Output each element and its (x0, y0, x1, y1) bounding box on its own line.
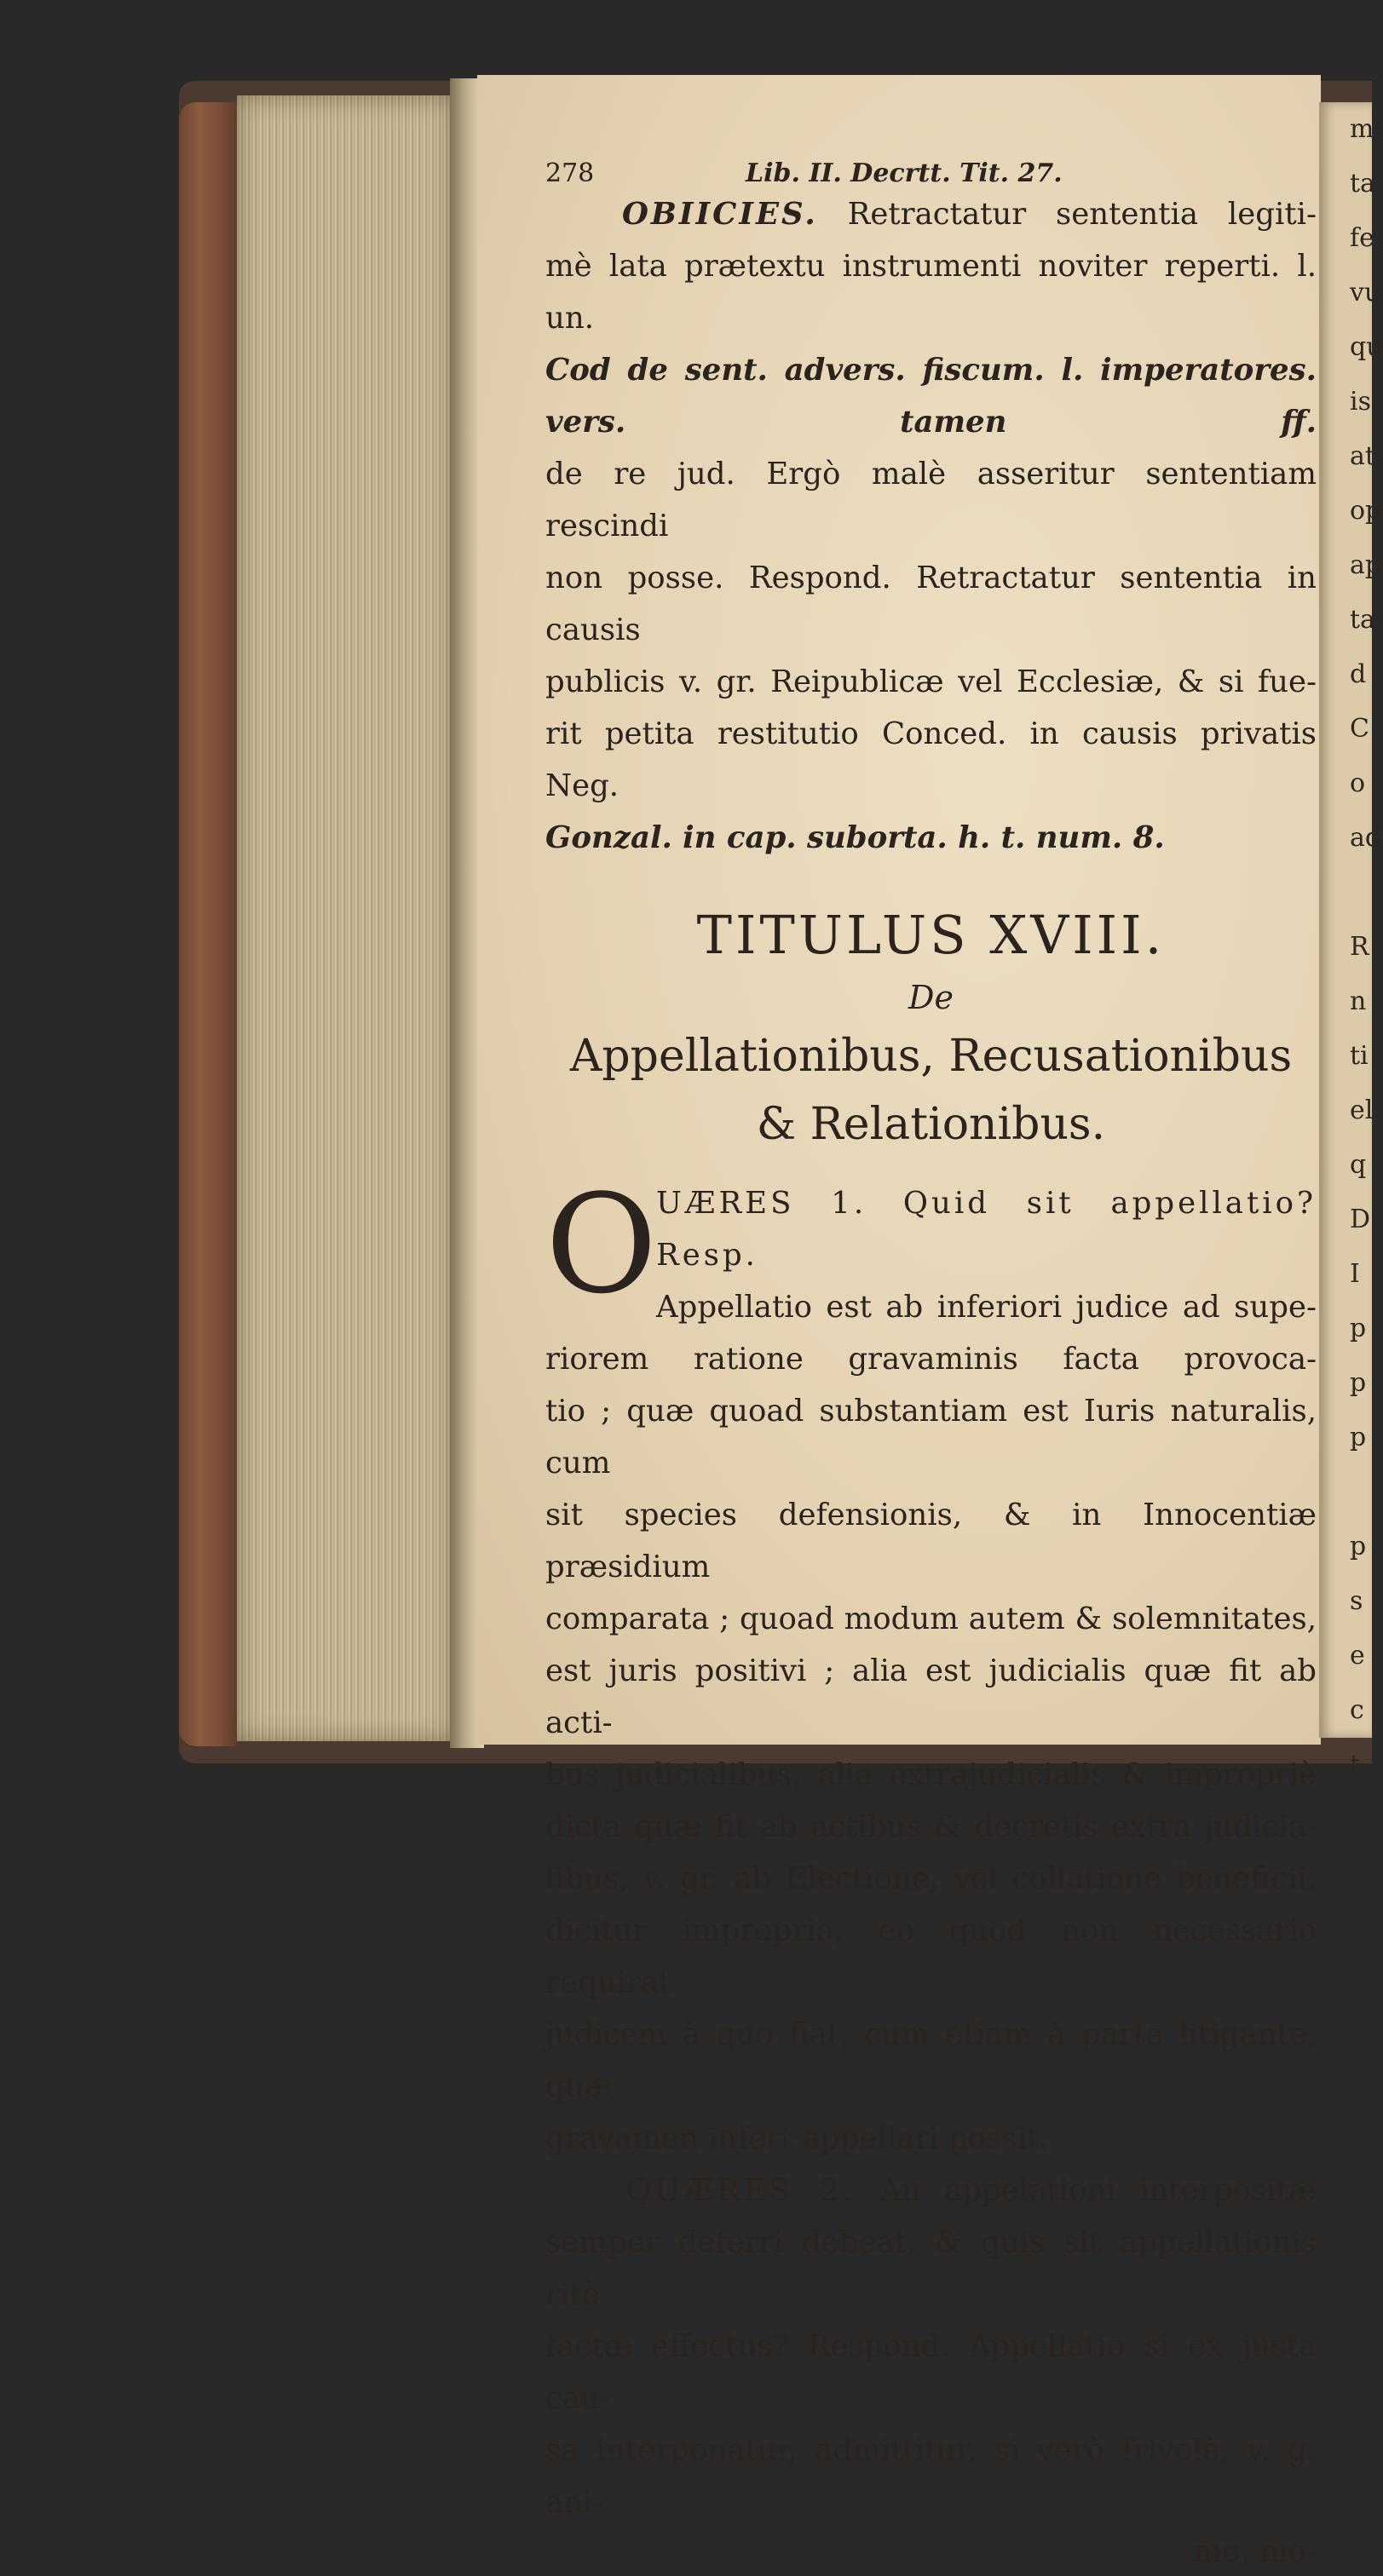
next-page-fragment: p (1350, 1532, 1367, 1561)
drop-cap: O (545, 1164, 658, 1324)
quaeres-2-lead: QUÆRES 2. (626, 2173, 856, 2208)
text-line: Appellatio est ab inferiori judice ad supe- (656, 1290, 1317, 1325)
next-page-fragment: p (1350, 1423, 1367, 1452)
next-page-fragment: p (1350, 1314, 1367, 1343)
next-page-fragment: is (1350, 387, 1371, 417)
text-line: publicis v. gr. Reipublicæ vel Ecclesiæ, & si fue- (545, 664, 1317, 699)
next-page-fragment: q (1350, 1150, 1367, 1180)
next-page-fragment: d (1350, 659, 1367, 689)
next-page-fragment: qu (1350, 332, 1383, 362)
next-page-fragment: ad (1350, 823, 1382, 853)
objection-lead: OBIICIES. (622, 197, 818, 232)
next-page-fragment: ti (1350, 1041, 1369, 1071)
next-page-fragment: ap (1350, 550, 1382, 580)
next-page-fragment: t (1350, 1750, 1361, 1780)
text-line: QUÆRES 2. An appelationi interpositæ (545, 2165, 1317, 2217)
text-line: judicem à quo fiat, cum etiam à parte litigante, quæ (545, 2017, 1317, 2104)
running-header (545, 149, 1317, 188)
text-line: mè lata prætextu instrumenti noviter reperti. l. un. (545, 249, 1317, 336)
next-page-fragment: p (1350, 1368, 1367, 1398)
text-line: semper deferri debeat, & quis sit appellationis ritè (545, 2225, 1317, 2312)
next-page-fragment: c (1350, 1695, 1364, 1725)
text-line: dicta quæ fit ab actibus & decretis extra judicia- (545, 1809, 1317, 1844)
section-title-de: De (908, 979, 954, 1016)
text-line: bus judicialibus, alia extrajudicialis & impropriè (545, 1757, 1317, 1792)
section-subtitle: Appellationibus, Recusationibus & Relationibus. (569, 1031, 1293, 1150)
text-line: riorem ratione gravaminis facta provoca- (545, 1342, 1317, 1377)
text-line: tio ; quæ quoad substantiam est Iuris naturalis, cum (545, 1394, 1317, 1481)
text-line: de re jud. Ergò malè asseritur sententiam rescindi (545, 457, 1317, 543)
next-page-fragment: ta (1350, 169, 1375, 198)
objection-paragraph (545, 188, 1317, 864)
book-spine-edge (179, 102, 239, 1746)
text-line: Gonzal. in cap. suborta. h. t. num. 8. (545, 820, 1165, 855)
quaeres-1-paragraph (545, 1164, 1317, 2165)
running-title: Lib. II. Decrtt. Tit. 27. (746, 158, 1063, 188)
next-page-fragment: op (1350, 496, 1382, 526)
text-line: Cod de sent. advers. fiscum. l. imperatores. vers. tamen ff. (545, 353, 1317, 440)
text-line: sa interponatur, admittitur, si verò frivolè, v. g. ani- (545, 2433, 1317, 2520)
quaeres-2-paragraph (545, 2165, 1317, 2576)
next-page-fragment: D (1350, 1205, 1371, 1234)
next-page-fragment: s (1350, 1586, 1363, 1616)
next-page-fragment: m (1350, 114, 1374, 144)
next-page-fragment: el (1350, 1095, 1374, 1125)
page-block-edge (237, 95, 454, 1741)
next-page-fragment: I (1350, 1259, 1360, 1289)
text-line: gravamen infert appellari possit. (545, 2121, 1049, 2156)
next-page-fragment: n (1350, 986, 1367, 1016)
text-line: factæ effectus? Respond. Appellatio si ex justa cau- (545, 2329, 1317, 2416)
text-line: non posse. Respond. Retractatur sententia in causis (545, 561, 1317, 647)
text-line: rit petita restitutio Conced. in causis privatis Neg. (545, 716, 1317, 803)
page-text (545, 149, 1317, 2576)
next-page-fragment: C (1350, 714, 1369, 744)
right-page-fragment (1319, 102, 1383, 1834)
section-title: TITULUS XVIII. (696, 904, 1166, 966)
text-line: UÆRES 1. Quid sit appellatio? Resp. (656, 1186, 1317, 1273)
text-line: OBIICIES. Retractatur sententia legiti- (545, 188, 1317, 240)
next-page-fragment: R (1350, 932, 1369, 962)
page-number: 278 (545, 158, 595, 188)
next-page-fragment: fe (1350, 223, 1374, 253)
next-page-fragment (1319, 865, 1372, 920)
next-page-fragment (1319, 1465, 1372, 1520)
text-line: comparata ; quoad modum autem & solemnitates, (545, 1601, 1317, 1636)
next-page-fragment: vu (1350, 278, 1381, 308)
next-page-fragment: I (1350, 1804, 1360, 1834)
text-line: dicitur impropria, eo quod non necessariò requirat (545, 1913, 1317, 2000)
next-page-fragment: o (1350, 768, 1366, 798)
next-page-fragment: at (1350, 441, 1375, 471)
next-page-fragment: ta (1350, 605, 1375, 635)
text-line: libus, v. gr. ab Electione, vel collatione beneficii. (545, 1861, 1317, 1896)
text-line: est juris positivi ; alia est judicialis quæ fit ab acti- (545, 1653, 1317, 1740)
next-page-fragment: e (1350, 1641, 1365, 1670)
text-line: sit species defensionis, & in Innocentiæ præsidium (545, 1498, 1317, 1584)
catchword: mo, mo- (1193, 2534, 1317, 2569)
